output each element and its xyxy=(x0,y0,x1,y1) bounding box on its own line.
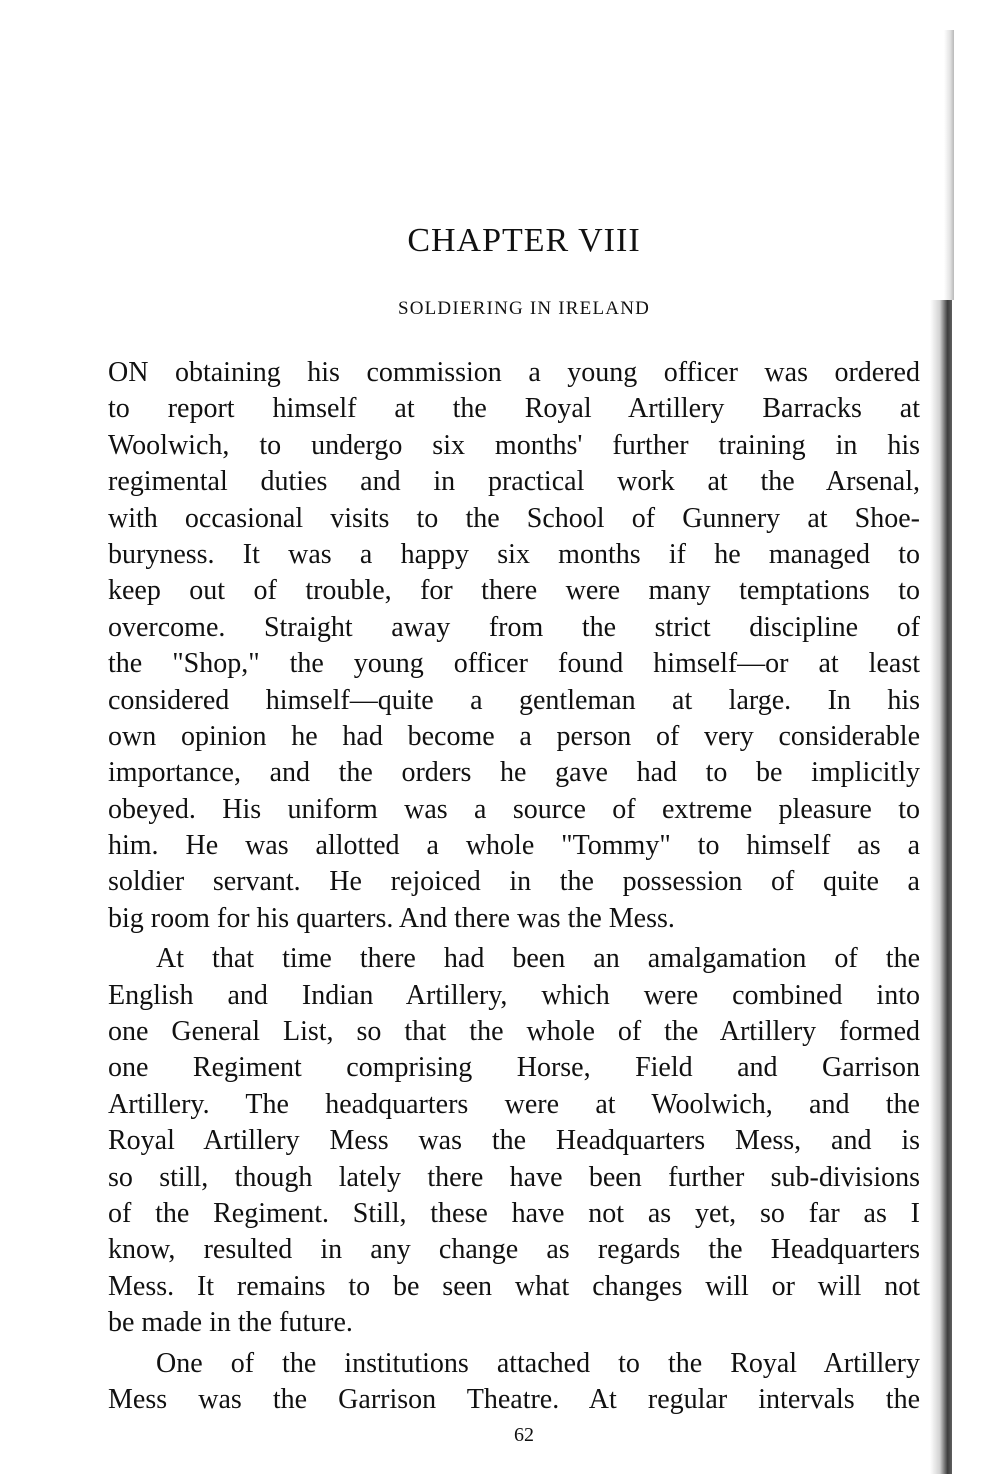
text-line: big room for his quarters. And there was the Mess. xyxy=(108,902,675,934)
text-line: Royal Artillery Mess was the Headquarters Mess, and is xyxy=(108,1125,920,1157)
text-line: know, resulted in any change as regards the Headquarters xyxy=(108,1234,920,1266)
text-line: One of the institutions attached to the Royal Artillery xyxy=(156,1347,920,1379)
text-line: him. He was allotted a whole "Tommy" to himself as a xyxy=(108,830,920,862)
text-line: Artillery. The headquarters were at Woolwich, and the xyxy=(108,1088,920,1120)
text-line: Woolwich, to undergo six months' further training in his xyxy=(108,429,920,461)
text-line: At that time there had been an amalgamation of the xyxy=(156,943,920,975)
paragraph-2 xyxy=(108,941,920,1341)
chapter-title: CHAPTER VIII xyxy=(407,222,641,259)
text-line: regimental duties and in practical work at the Arsenal, xyxy=(108,466,920,498)
text-line: with occasional visits to the School of Gunnery at Shoe- xyxy=(108,502,920,534)
body-text xyxy=(108,355,920,1418)
paragraph-3 xyxy=(108,1346,920,1419)
text-line: so still, though lately there have been further sub-divisions xyxy=(108,1161,920,1193)
text-line: obeyed. His uniform was a source of extreme pleasure to xyxy=(108,793,920,825)
text-line: Mess was the Garrison Theatre. At regular intervals the xyxy=(108,1383,920,1415)
text-line: soldier servant. He rejoiced in the possession of quite a xyxy=(108,866,920,898)
binding-shadow-top xyxy=(944,30,954,300)
text-line: one Regiment comprising Horse, Field and Garrison xyxy=(108,1052,920,1084)
text-line: buryness. It was a happy six months if he managed to xyxy=(108,538,920,570)
paragraph-1 xyxy=(108,355,920,937)
text-line: importance, and the orders he gave had to be implicitly xyxy=(108,757,920,789)
text-line: Mess. It remains to be seen what changes will or will not xyxy=(108,1270,920,1302)
text-line: of the Regiment. Still, these have not as yet, so far as I xyxy=(108,1197,920,1229)
text-line: be made in the future. xyxy=(108,1307,353,1339)
binding-shadow xyxy=(930,300,952,1474)
text-line: English and Indian Artillery, which were combined into xyxy=(108,979,920,1011)
text-line: considered himself—quite a gentleman at large. In his xyxy=(108,684,920,716)
text-line: to report himself at the Royal Artillery Barracks at xyxy=(108,393,920,425)
text-line: keep out of trouble, for there were many temptations to xyxy=(108,575,920,607)
text-line: ON obtaining his commission a young officer was ordered xyxy=(108,357,920,388)
text-line: one General List, so that the whole of the Artillery formed xyxy=(108,1016,920,1048)
text-line: own opinion he had become a person of very considerable xyxy=(108,720,920,752)
text-line: overcome. Straight away from the strict discipline of xyxy=(108,611,920,643)
chapter-subtitle: SOLDIERING IN IRELAND xyxy=(397,298,651,319)
page-number: 62 xyxy=(514,1424,534,1446)
text-line: the "Shop," the young officer found himself—or at least xyxy=(108,648,920,680)
